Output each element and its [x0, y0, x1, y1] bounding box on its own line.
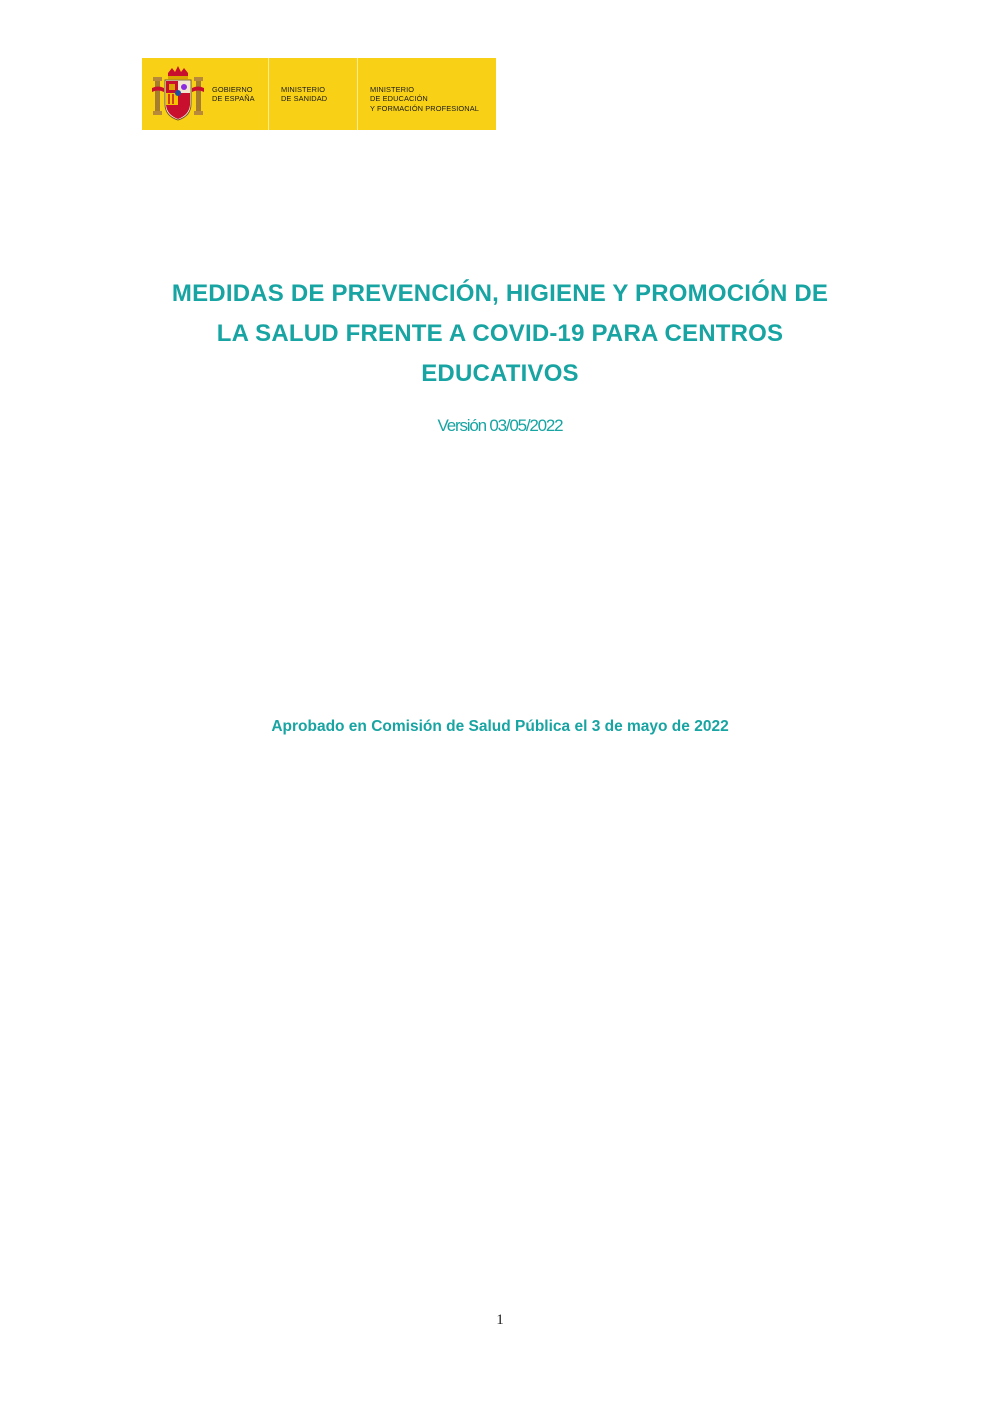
- document-title-line: EDUCATIVOS: [421, 360, 579, 387]
- logo-divider: [268, 58, 269, 130]
- spain-coat-of-arms-icon: [152, 66, 204, 122]
- logo-divider: [357, 58, 358, 130]
- page-number: 1: [496, 1312, 504, 1328]
- approval-statement: Aprobado en Comisión de Salud Pública el 3 de mayo de 2022: [271, 718, 729, 735]
- logo-text-gobierno: GOBIERNO DE ESPAÑA: [212, 85, 255, 104]
- document-title-line: LA SALUD FRENTE A COVID-19 PARA CENTROS: [216, 320, 784, 347]
- document-title-line: MEDIDAS DE PREVENCIÓN, HIGIENE Y PROMOCIÓN DE: [171, 280, 829, 307]
- logo-text-ministerio-educacion: MINISTERIO DE EDUCACIÓN Y FORMACIÓN PROFESIONAL: [370, 85, 479, 113]
- logo-text-ministerio-sanidad: MINISTERIO DE SANIDAD: [281, 85, 328, 104]
- government-logo-banner: [142, 58, 496, 130]
- document-title: [100, 274, 900, 394]
- document-version: Versión 03/05/2022: [437, 416, 563, 435]
